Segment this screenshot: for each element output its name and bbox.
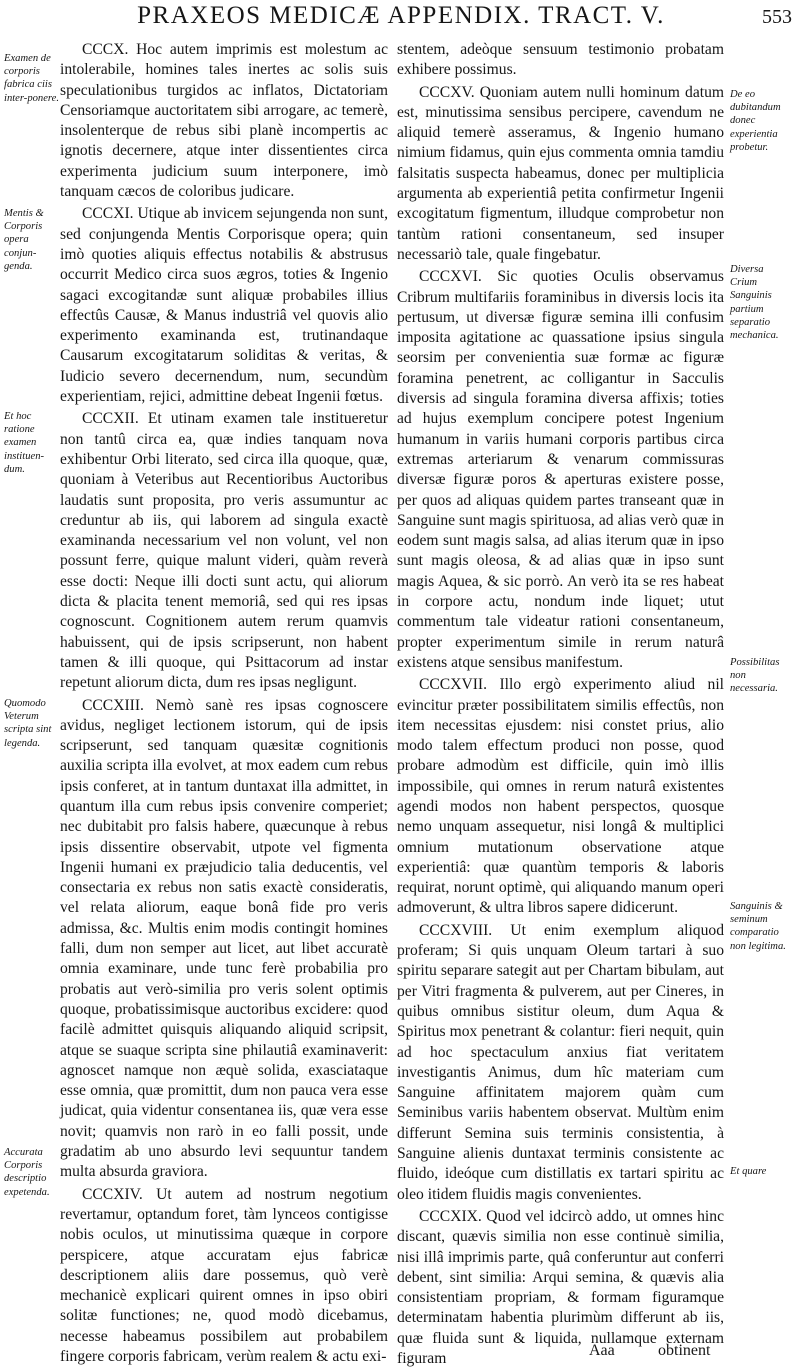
paragraph-cccxii: CCCXII. Et utinam examen tale institueretur non tantû circa ea, quæ indies tanquam nova exhibentur Orbi literato, sed circa illa quoque, quæ, quoniam à Veteribus aut Recentioribus Auctoribus laudatis sunt proposita, pro veris assumuntur ac creduntur ab iis, qui laborem ad singula exactè examinanda necessarium vel non volunt, vel non possunt ferre, quique malunt videri, quàm reverà esse docti: Neque illi docti sunt actu, qui aliorum dicta & placita tenent memoriâ, sed qui res ipsas cognoscunt. Cognitionem autem rerum quamvis habuissent, qui de ipsis scripserunt, non habent tamen & illi quoque, qui Psittacorum ad instar repetunt aliorum dicta, dum res ipsas negligunt. [60,410,388,692]
left-margin-note: Et hoc ratione examen instituen-dum. [4,411,45,475]
paragraph-cccxix: CCCXIX. Quod vel idcircò addo, ut omnes hinc discant, quævis similia non esse continuè similia, nisi illâ imprimis parte, quâ conferuntur aut conferri debent, sint similia: Arqui semina, & quævis alia consistentiam propriam, & formam figuramque determinatam habentia plurimùm differunt ab iis, quæ fluida sunt & liquida, nullamque externam figuram [397,1207,724,1367]
right-margin-note: Sanguinis & seminum comparatio non legitima. [730,901,786,952]
running-head: PRAXEOS MEDICÆ APPENDIX. TRACT. V. [137,2,665,29]
right-margin-note: Diversa Crium Sanguinis partium separatio mechanica. [730,264,779,342]
left-margin-note: Accurata Corporis descriptio expetenda. [4,1147,50,1198]
paragraph-cccxvi: CCCXVI. Sic quoties Oculis observamus Cribrum multifariis foraminibus in diversis locis ita pertusum, ut diversæ figuræ semina illi confusim imposita agitatione ac quassatione ipsius singula seorsim per convenientia suæ formæ ac figuræ foramina penetrent, ac colligantur in Sacculis diversis ad singula foramina diversa affixis; toties ad hujus exemplum concipere potest Ingenium humanum in variis humani corporis partibus circa extremas arteriarum & venarum commissuras diversæ figuræ poros & aperturas existere posse, per quos ad aliquas quidem partes transeant quæ in Sanguine sunt magis spirituosa, ad alias verò quæ in eodem sunt magis salsa, ad alias iterum quæ in ipso sunt magis oleosa, & ad alias quæ in ipso sunt magis Aquea, & sic porrò. An verò ita se res habeat in corpore actu, nondum inde liquet; utut commentum tale videatur rationi consentaneum, propter experimentum simile in rerum naturâ existens atque sensibus manifestum. [397,268,724,671]
left-text-column [60,40,388,1367]
paragraph-cccxvii: CCCXVII. Illo ergò experimento aliud nil evincitur præter possibilitatem similis effectûs, non item necessitas ejusdem: nisi constet prius, alio modo talem effectum produci non posse, quod probare admodùm est difficile, quin imò illis impossibile, qui omnes in rerum naturâ existentes agendi modos non habent perspectos, quosque nemo unquam assequetur, nisi longâ & multiplici omnium mutationum observatione atque experientiâ: quæ quantùm temporis & laboris requirat, norunt optimè, qui aliquando manum operi admoverunt, & ultra libros sapere didicerunt. [397,676,724,917]
left-margin-note: Mentis & Corporis opera conjun-genda. [4,208,44,272]
paragraph-cccxv: CCCXV. Quoniam autem nulli hominum datum est, minutissima sensibus percipere, cavendum ne aliquid temerè asseramus, & Ingenio humano nimium fidamus, quin ejus commenta omnia tamdiu falsitatis suspecta habeamus, donec per multiplicia argumenta ab experientiâ petita confirmetur Ingenii excogitatum figmentum, illudque comprobetur non tantùm rationi consentaneum, sed insuper necessariò tale, quale fingebatur. [397,83,724,263]
left-margin-note: Quomodo Veterum scripta sint legenda. [4,698,52,749]
catchword: obtinent [658,1342,711,1359]
paragraph-cccxiii: CCCXIII. Nemò sanè res ipsas cognoscere avidus, negliget lectionem istorum, qui de ipsis scripserunt, sed tanquam quæsitæ cognitionis auxilia scripta illa evolvet, at mox eadem cum rebus ipsis conferet, at in tantum duntaxat illa admittet, in quantum illa cum rebus ipsis convenire comperiet; nec dubitabit pro falsis habere, quæcunque à rebus ipsis dissentire observabit, utpote vel figmenta Ingenii humani ex præjudicio talia deducentis, vel consectaria ex rebus non satis exactè consideratis, vel relata aliorum, eaque bonâ fide pro veris admissa, &c. Multis enim modis contingit homines falli, dum non semper aut licet, aut libet accuratè omnia examinare, unde tunc ferè probabilia pro probatis aut verò-similia pro veris solent optimis quoque, probatissimisque auctoribus excidere: quod facilè admittet quisquis aliquando aliquid scripsit, atque se suaque scripta sine philautiâ examinaverit: agnoscet namque non æquè solida, exasciataque esse omnia, quæ promittit, dum non pauca vera esse judicat, quia videntur consentanea iis, quæ vera esse novit; quamvis non rarò in eo falli possit, unde gradatim ab uno absurdo levi sequuntur tandem multa absurda graviora. [60,696,388,1181]
paragraph-cccx: CCCX. Hoc autem imprimis est molestum ac intolerabile, homines tales inertes ac solis suis speculationibus turgidos ac inflatos, Dictatoriam Censoriamque auctoritatem sibi arrogare, ac temerè, insolenterque de rebus sibi planè incompertis ac ignotis decernere, atque inter dissentientes circa experimenta judicium suum interponere, imò tanquam cæcos de coloribus judicare. [60,41,388,201]
right-text-column [397,40,724,1369]
paragraph-cccxi: CCCXI. Utique ab invicem sejungenda non sunt, sed conjungenda Mentis Corporisque opera; quin imò quoties aliquis effectus notabilis & abstrusus occurrit Medico circa suos ægros, toties & Ingenio sagaci excogitandæ sunt aliquæ probabiles illius effectûs Causæ, & Manus industriâ vel quovis alio experimento examinanda est, trutinandaque Causarum excogitatarum soliditas & veritas, & Iudicio severo decernendum, num, secundùm experientiam, rejici, admittine debeat Ingenii fœtus. [60,205,388,406]
paragraph-continuation: stentem, adeòque sensuum testimonio probatam exhibere possimus. [397,41,724,79]
right-margin-note: Et quare [730,1166,767,1177]
paragraph-cccxviii: CCCXVIII. Ut enim exemplum aliquod proferam; Si quis unquam Oleum tartari à suo spiritu separare sategit aut per Chartam bibulam, aut per Vitri fragmenta & pulverem, aut per Cineres, in quibus omnibus sistitur oleum, dum Aqua & Spiritus mox penetrant & colantur: fieri nequit, quin ad hoc spectaculum anxius fiat veritatem investigantis Animus, dum hîc materiam cum Sanguine affinitatem majorem quàm cum Seminibus variis habentem observat. Multùm enim differunt Semina suis terminis consistentia, à Sanguine alienis duntaxat terminis consistente ac fluido, ideóque cum distillatis ex tartari spiritu ac oleo itidem fluidis magis convenientes. [397,921,724,1203]
page-number: 553 [762,6,792,28]
signature-mark: Aaa [589,1342,615,1359]
left-margin-note: Examen de corporis fabrica ciis inter-ponere. [4,53,59,104]
paragraph-cccxiv: CCCXIV. Ut autem ad nostrum negotium revertamur, optandum foret, tàm lynceos contigisse nobis oculos, ut minutissima quæque in corpore perspicere, atque accuratam ejus fabricæ descriptionem aliis dare possemus, quò verè mechanicè explicari quirent omnes in ipso obiri solitæ functiones; ne, quod modò dicebamus, necesse habeamus possibilem aut probabilem fingere corporis fabricam, verùm realem & actu exi- [60,1185,388,1365]
right-margin-note: Possibilitas non necessaria. [730,657,780,695]
right-margin-note: De eo dubitandum donec experientia probetur. [730,89,781,153]
